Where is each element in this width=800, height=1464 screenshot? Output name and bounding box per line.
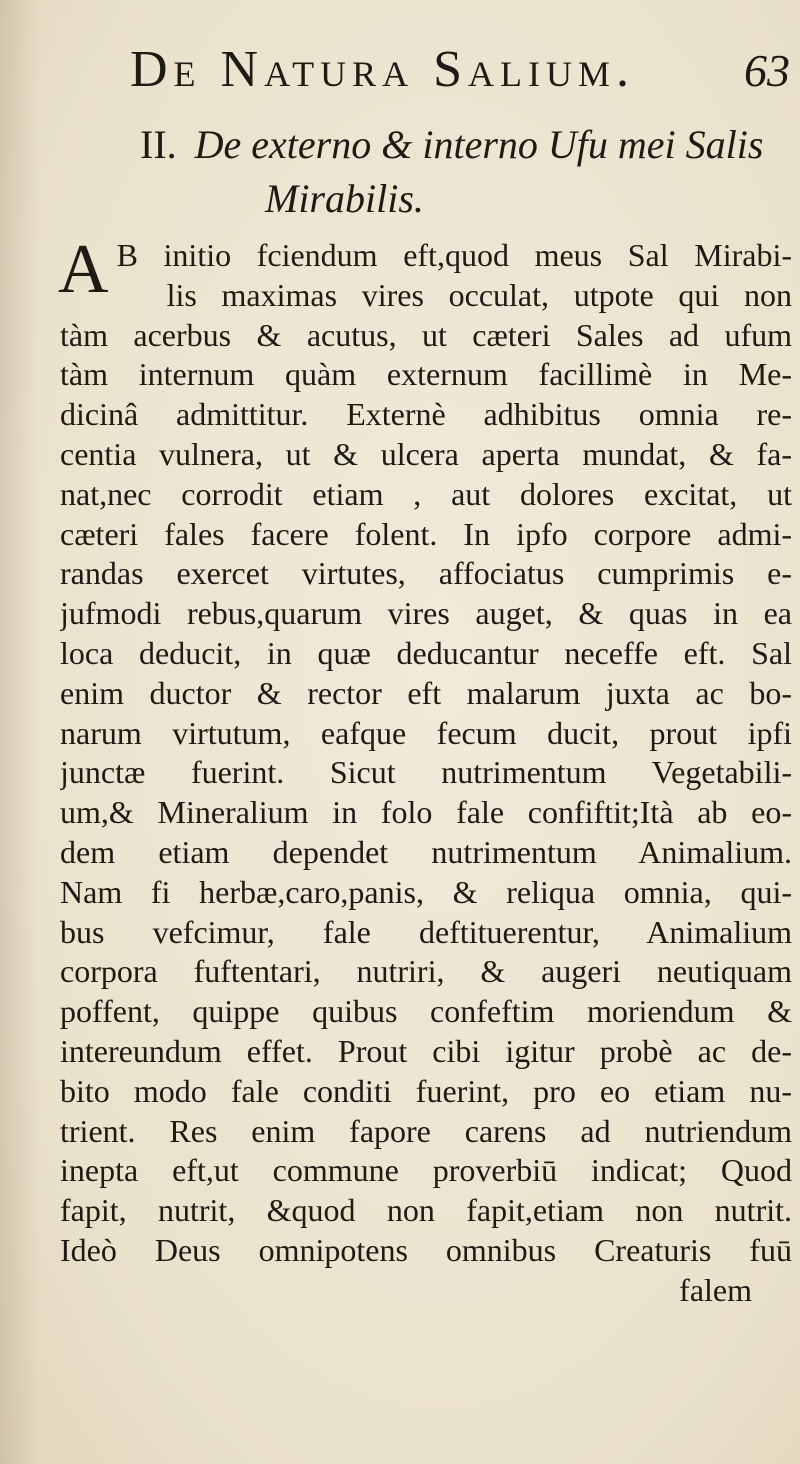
drop-cap: A [58,231,109,308]
text-line: randas exercet virtutes, affociatus cumprimis e- [60,555,792,592]
text-line: Nam fi herbæ,caro,panis, & reliqua omnia, qui- [60,873,792,910]
text-line: narum virtutum, eafque fecum ducit, prout ipfi [60,714,792,751]
text-line: cæteri fales facere folent. In ipfo corpore admi- [60,515,792,552]
text-line: um,& Mineralium in folo fale confiftit;Ità ab eo- [60,794,792,831]
text-line: dem etiam dependet nutrimentum Animalium. [60,833,792,870]
gutter-shadow [0,0,40,1464]
section-number: II. [140,122,177,167]
text-line: corpora fuftentari, nutriri, & augeri neutiquam [60,953,792,990]
text-line: Ideò Deus omnipotens omnibus Creaturis fuū [60,1231,792,1268]
section-heading [140,118,780,226]
text-line: nat,nec corrodit etiam , aut dolores excitat, ut [60,475,792,512]
text-line: fapit, nutrit, &quod non fapit,etiam non nutrit. [60,1192,792,1229]
text-line: jufmodi rebus,quarum vires auget, & quas in ea [60,595,792,632]
body-text [58,231,792,1311]
text-line: dicinâ admittitur. Externè adhibitus omnia re- [60,396,792,433]
text-line: junctæ fuerint. Sicut nutrimentum Vegetabili- [60,754,792,791]
text-line: B initio fciendum eft,quod meus Sal Mirabi- [116,237,792,273]
text-line: intereundum effet. Prout cibi igitur probè ac de- [60,1032,792,1069]
text-line: tàm internum quàm externum facillimè in Me- [60,356,792,393]
page-number: 63 [744,45,790,96]
section-title-line-1: De externo & interno Ufu mei Salis [194,122,764,167]
catchword: falem [679,1271,752,1308]
section-title-line-2: Mirabilis. [265,176,424,221]
text-line: bito modo fale conditi fuerint, pro eo etiam nu- [60,1072,792,1109]
text-line: bus vefcimur, fale deftituerentur, Animalium [60,913,792,950]
running-title: De Natura Salium. [130,41,636,98]
text-line: inepta eft,ut commune proverbiū indicat; Quod [60,1152,792,1189]
text-line: trient. Res enim fapore carens ad nutriendum [60,1112,792,1149]
text-line: lis maximas vires occulat, utpote qui non [166,276,792,313]
text-line: poffent, quippe quibus confeftim moriendum & [60,993,792,1030]
text-line: enim ductor & rector eft malarum juxta ac bo- [60,674,792,711]
text-line: loca deducit, in quæ deducantur neceffe eft. Sal [60,634,792,671]
page-header [130,40,790,110]
text-line: centia vulnera, ut & ulcera aperta mundat, & fa- [60,435,792,472]
text-line: tàm acerbus & acutus, ut cæteri Sales ad ufum [60,316,792,353]
